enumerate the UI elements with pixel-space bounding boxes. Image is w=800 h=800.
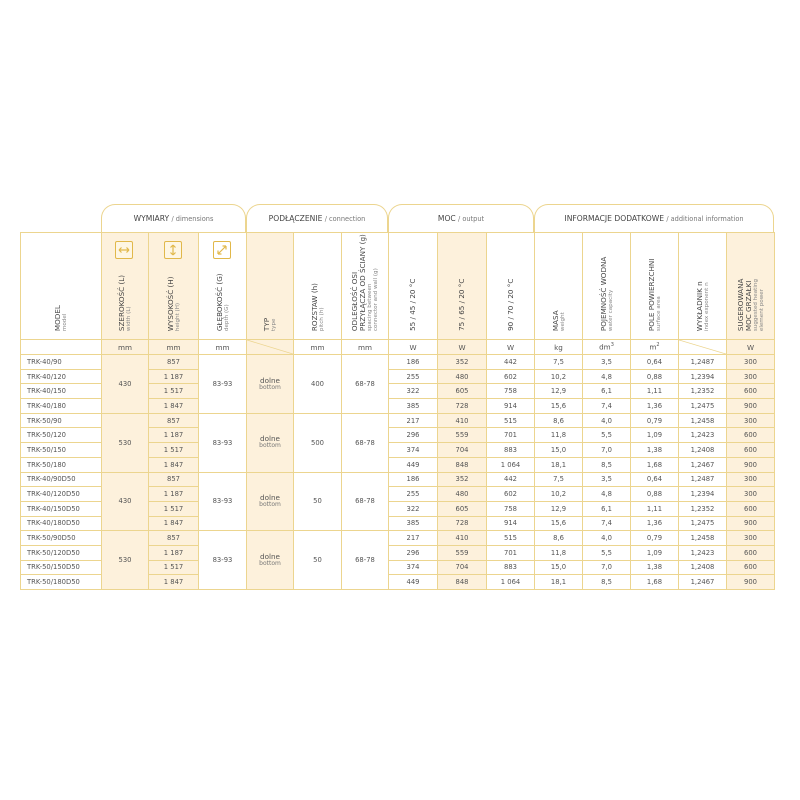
type-en: bottom [259, 383, 281, 391]
exponent-cell: 1,2487 [679, 355, 727, 370]
height-cell: 1 517 [149, 501, 199, 516]
col-header-out90 [487, 233, 535, 340]
col-header-exponent [679, 233, 727, 340]
unit-exponent-diagonal [679, 340, 727, 355]
out90-cell: 914 [487, 516, 535, 531]
col-header-spacing [342, 233, 389, 340]
mass-cell: 12,9 [535, 384, 583, 399]
height-cell: 1 187 [149, 487, 199, 502]
spacing-label-2: PRZYŁĄCZA OD ŚCIANY (g) [357, 234, 367, 331]
out75-cell: 605 [438, 501, 487, 516]
heater-cell: 600 [727, 384, 775, 399]
group-output-pl: MOC [437, 214, 456, 223]
pitch-label: ROZSTAW (h) [309, 282, 319, 331]
unit-mass: kg [535, 340, 583, 355]
out90-cell: 515 [487, 413, 535, 428]
height-cell: 1 847 [149, 457, 199, 472]
unit-heater: W [727, 340, 775, 355]
out90-cell: 758 [487, 501, 535, 516]
surface-cell: 0,88 [631, 487, 679, 502]
out55-cell: 322 [389, 384, 438, 399]
spacing-cell: 68-78 [342, 472, 389, 531]
exponent-cell: 1,2487 [679, 472, 727, 487]
table-row [21, 413, 775, 428]
model-cell: TRK-50/150D50 [21, 560, 102, 575]
out75-label: 75 / 65 / 20 °C [457, 278, 467, 331]
group-additional-pl: INFORMACJE DODATKOWE [564, 214, 665, 223]
heater-cell: 600 [727, 560, 775, 575]
col-header-out75 [438, 233, 487, 340]
height-cell: 857 [149, 472, 199, 487]
mass-cell: 11,8 [535, 545, 583, 560]
col-header-width [102, 233, 149, 340]
surface-cell: 1,38 [631, 560, 679, 575]
mass-cell: 7,5 [535, 355, 583, 370]
pitch-label-en: pitch (h) [318, 307, 325, 331]
width-cell: 530 [102, 531, 149, 590]
out55-cell: 186 [389, 355, 438, 370]
width-cell: 430 [102, 472, 149, 531]
out55-cell: 385 [389, 399, 438, 414]
out55-cell: 322 [389, 501, 438, 516]
heater-cell: 900 [727, 399, 775, 414]
width-label-en: width (L) [125, 306, 132, 331]
model-cell: TRK-50/180D50 [21, 575, 102, 590]
capacity-cell: 3,5 [583, 472, 631, 487]
mass-cell: 18,1 [535, 457, 583, 472]
depth-label-en: depth (G) [223, 304, 230, 331]
exponent-cell: 1,2408 [679, 443, 727, 458]
type-en: bottom [259, 559, 281, 567]
surface-cell: 0,88 [631, 369, 679, 384]
out55-cell: 385 [389, 516, 438, 531]
height-cell: 857 [149, 531, 199, 546]
out75-cell: 410 [438, 413, 487, 428]
spacing-cell: 68-78 [342, 531, 389, 590]
unit-width: mm [102, 340, 149, 355]
surface-cell: 0,64 [631, 355, 679, 370]
model-cell: TRK-40/180 [21, 399, 102, 414]
surface-label-en: surface area [655, 296, 662, 331]
heater-cell: 300 [727, 369, 775, 384]
mass-cell: 8,6 [535, 413, 583, 428]
heater-cell: 300 [727, 413, 775, 428]
unit-capacity-sup: 3 [610, 342, 614, 349]
mass-cell: 18,1 [535, 575, 583, 590]
out55-cell: 296 [389, 545, 438, 560]
model-cell: TRK-50/120D50 [21, 545, 102, 560]
unit-height: mm [149, 340, 199, 355]
heater-cell: 600 [727, 501, 775, 516]
out90-cell: 883 [487, 443, 535, 458]
out55-cell: 217 [389, 413, 438, 428]
height-cell: 1 517 [149, 560, 199, 575]
capacity-cell: 8,5 [583, 575, 631, 590]
out55-cell: 449 [389, 575, 438, 590]
out75-cell: 704 [438, 560, 487, 575]
heater-cell: 900 [727, 457, 775, 472]
out75-cell: 352 [438, 472, 487, 487]
out90-cell: 602 [487, 487, 535, 502]
capacity-cell: 7,4 [583, 516, 631, 531]
type-en: bottom [259, 442, 281, 450]
spacing-cell: 68-78 [342, 413, 389, 472]
height-cell: 857 [149, 355, 199, 370]
exponent-label-en: index exponent n [703, 282, 710, 331]
out75-cell: 559 [438, 545, 487, 560]
mass-cell: 11,8 [535, 428, 583, 443]
type-pl: dolne [260, 493, 280, 503]
capacity-cell: 5,5 [583, 545, 631, 560]
model-cell: TRK-40/180D50 [21, 516, 102, 531]
group-header-connection [246, 204, 388, 232]
type-cell [247, 531, 294, 590]
surface-cell: 1,11 [631, 384, 679, 399]
out75-cell: 848 [438, 457, 487, 472]
col-header-model [21, 233, 102, 340]
surface-cell: 1,09 [631, 545, 679, 560]
unit-out55: W [389, 340, 438, 355]
model-cell: TRK-40/150 [21, 384, 102, 399]
out75-cell: 728 [438, 516, 487, 531]
table-row [21, 531, 775, 546]
surface-cell: 0,79 [631, 531, 679, 546]
exponent-cell: 1,2423 [679, 428, 727, 443]
surface-label: POLE POWIERZCHNI [646, 258, 656, 331]
height-cell: 1 847 [149, 575, 199, 590]
group-dimensions-en: / dimensions [171, 214, 214, 223]
surface-cell: 1,68 [631, 457, 679, 472]
exponent-label: WYKŁADNIK n [694, 281, 704, 331]
heater-cell: 300 [727, 531, 775, 546]
out55-cell: 186 [389, 472, 438, 487]
heater-label-en-1: suggested heating [752, 278, 759, 331]
out90-cell: 515 [487, 531, 535, 546]
out55-label: 55 / 45 / 20 °C [408, 278, 418, 331]
unit-out90: W [487, 340, 535, 355]
out55-cell: 374 [389, 443, 438, 458]
surface-cell: 1,36 [631, 516, 679, 531]
spacing-label-en-2: connector and wall (g) [372, 268, 379, 331]
capacity-cell: 7,4 [583, 399, 631, 414]
width-cell: 430 [102, 355, 149, 414]
surface-cell: 1,09 [631, 428, 679, 443]
exponent-cell: 1,2467 [679, 575, 727, 590]
out75-cell: 480 [438, 487, 487, 502]
exponent-cell: 1,2475 [679, 516, 727, 531]
capacity-cell: 7,0 [583, 560, 631, 575]
height-cell: 1 187 [149, 545, 199, 560]
table-row [21, 472, 775, 487]
mass-label: MASA [550, 310, 560, 331]
width-cell: 530 [102, 413, 149, 472]
exponent-cell: 1,2394 [679, 487, 727, 502]
model-cell: TRK-50/90 [21, 413, 102, 428]
col-header-capacity [583, 233, 631, 340]
height-cell: 1 187 [149, 369, 199, 384]
type-cell [247, 472, 294, 531]
out55-cell: 449 [389, 457, 438, 472]
exponent-cell: 1,2394 [679, 369, 727, 384]
capacity-cell: 8,5 [583, 457, 631, 472]
type-cell [247, 355, 294, 414]
exponent-cell: 1,2475 [679, 399, 727, 414]
height-cell: 1 847 [149, 399, 199, 414]
pitch-cell: 400 [294, 355, 342, 414]
heater-cell: 300 [727, 487, 775, 502]
group-header-additional [534, 204, 774, 232]
depth-label: GŁĘBOKOŚĆ (G) [214, 273, 224, 331]
out75-cell: 352 [438, 355, 487, 370]
group-additional-en: / additional information [666, 214, 744, 223]
out55-cell: 296 [389, 428, 438, 443]
height-cell: 1 847 [149, 516, 199, 531]
out90-cell: 442 [487, 355, 535, 370]
group-output-en: / output [458, 214, 485, 223]
mass-cell: 7,5 [535, 472, 583, 487]
surface-cell: 1,36 [631, 399, 679, 414]
model-cell: TRK-50/90D50 [21, 531, 102, 546]
capacity-cell: 4,0 [583, 413, 631, 428]
out55-cell: 255 [389, 369, 438, 384]
unit-model [21, 340, 102, 355]
pitch-cell: 500 [294, 413, 342, 472]
col-header-heater [727, 233, 775, 340]
capacity-cell: 4,8 [583, 487, 631, 502]
out90-cell: 883 [487, 560, 535, 575]
capacity-label: POJEMNOŚĆ WODNA [598, 256, 608, 331]
type-label-en: type [270, 318, 277, 331]
type-pl: dolne [260, 551, 280, 561]
group-connection-pl: PODŁĄCZENIE [268, 214, 323, 223]
capacity-cell: 6,1 [583, 384, 631, 399]
height-cell: 857 [149, 413, 199, 428]
heater-label-en-2: element power [758, 288, 765, 331]
heater-cell: 900 [727, 575, 775, 590]
pitch-cell: 50 [294, 472, 342, 531]
exponent-cell: 1,2408 [679, 560, 727, 575]
height-cell: 1 517 [149, 384, 199, 399]
model-cell: TRK-40/120D50 [21, 487, 102, 502]
exponent-cell: 1,2458 [679, 531, 727, 546]
model-cell: TRK-50/150 [21, 443, 102, 458]
table-row [21, 355, 775, 370]
pitch-cell: 50 [294, 531, 342, 590]
spec-table [20, 232, 775, 590]
vertical-arrows-icon [164, 241, 182, 259]
mass-cell: 10,2 [535, 487, 583, 502]
heater-cell: 600 [727, 545, 775, 560]
out55-cell: 217 [389, 531, 438, 546]
unit-out75: W [438, 340, 487, 355]
mass-cell: 10,2 [535, 369, 583, 384]
type-en: bottom [259, 501, 281, 509]
depth-cell: 83-93 [199, 413, 247, 472]
out75-cell: 704 [438, 443, 487, 458]
capacity-cell: 5,5 [583, 428, 631, 443]
out90-cell: 914 [487, 399, 535, 414]
type-pl: dolne [260, 375, 280, 385]
out75-cell: 559 [438, 428, 487, 443]
model-cell: TRK-50/120 [21, 428, 102, 443]
col-header-depth [199, 233, 247, 340]
model-cell: TRK-40/150D50 [21, 501, 102, 516]
mass-label-en: weight [559, 312, 566, 331]
exponent-cell: 1,2458 [679, 413, 727, 428]
unit-capacity-base: dm [599, 342, 611, 352]
group-header-output [388, 204, 534, 232]
out90-cell: 758 [487, 384, 535, 399]
model-label: MODEL [52, 305, 62, 331]
group-connection-en: / connection [324, 214, 366, 223]
unit-depth: mm [199, 340, 247, 355]
col-header-out55 [389, 233, 438, 340]
mass-cell: 12,9 [535, 501, 583, 516]
group-header-dimensions [101, 204, 246, 232]
heater-cell: 600 [727, 443, 775, 458]
depth-cell: 83-93 [199, 531, 247, 590]
unit-spacing: mm [342, 340, 389, 355]
model-label-en: model [61, 313, 68, 331]
heater-cell: 300 [727, 472, 775, 487]
width-label: SZEROKOŚĆ (L) [116, 274, 126, 331]
spacing-label-1: ODLEGŁOŚĆ OSI [349, 271, 359, 331]
capacity-cell: 3,5 [583, 355, 631, 370]
height-cell: 1 187 [149, 428, 199, 443]
horizontal-arrows-icon [115, 241, 133, 259]
out90-cell: 701 [487, 545, 535, 560]
exponent-cell: 1,2423 [679, 545, 727, 560]
heater-cell: 600 [727, 428, 775, 443]
out90-label: 90 / 70 / 20 °C [505, 278, 515, 331]
col-header-pitch [294, 233, 342, 340]
type-pl: dolne [260, 434, 280, 444]
out90-cell: 1 064 [487, 575, 535, 590]
unit-pitch: mm [294, 340, 342, 355]
type-cell [247, 413, 294, 472]
model-cell: TRK-40/120 [21, 369, 102, 384]
model-cell: TRK-50/180 [21, 457, 102, 472]
mass-cell: 15,0 [535, 443, 583, 458]
surface-cell: 1,38 [631, 443, 679, 458]
out90-cell: 1 064 [487, 457, 535, 472]
capacity-cell: 4,8 [583, 369, 631, 384]
unit-capacity [583, 340, 631, 355]
heater-cell: 300 [727, 355, 775, 370]
mass-cell: 15,6 [535, 516, 583, 531]
surface-cell: 0,64 [631, 472, 679, 487]
model-cell: TRK-40/90 [21, 355, 102, 370]
capacity-cell: 7,0 [583, 443, 631, 458]
surface-cell: 1,11 [631, 501, 679, 516]
heater-label-2: MOC GRZAŁKI [743, 280, 753, 331]
out90-cell: 701 [487, 428, 535, 443]
col-header-height [149, 233, 199, 340]
out90-cell: 602 [487, 369, 535, 384]
group-dimensions-pl: WYMIARY [133, 214, 170, 223]
unit-type-diagonal [247, 340, 294, 355]
header-row [21, 233, 775, 340]
unit-row [21, 340, 775, 355]
type-label: TYP [261, 317, 271, 331]
depth-cell: 83-93 [199, 355, 247, 414]
exponent-cell: 1,2352 [679, 384, 727, 399]
col-header-surface [631, 233, 679, 340]
out90-cell: 442 [487, 472, 535, 487]
unit-surface-base: m [649, 342, 657, 352]
col-header-type [247, 233, 294, 340]
height-label: WYSOKOŚĆ (H) [165, 276, 175, 331]
exponent-cell: 1,2467 [679, 457, 727, 472]
out75-cell: 410 [438, 531, 487, 546]
spacing-cell: 68-78 [342, 355, 389, 414]
spacing-label-en-1: spacing between [366, 283, 373, 331]
mass-cell: 8,6 [535, 531, 583, 546]
out75-cell: 848 [438, 575, 487, 590]
model-cell: TRK-40/90D50 [21, 472, 102, 487]
surface-cell: 0,79 [631, 413, 679, 428]
exponent-cell: 1,2352 [679, 501, 727, 516]
height-cell: 1 517 [149, 443, 199, 458]
mass-cell: 15,6 [535, 399, 583, 414]
out75-cell: 605 [438, 384, 487, 399]
out75-cell: 480 [438, 369, 487, 384]
unit-surface [631, 340, 679, 355]
heater-label-1: SUGEROWANA [735, 278, 745, 331]
out75-cell: 728 [438, 399, 487, 414]
capacity-label-en: water capacity [607, 289, 614, 331]
depth-cell: 83-93 [199, 472, 247, 531]
capacity-cell: 4,0 [583, 531, 631, 546]
out55-cell: 374 [389, 560, 438, 575]
capacity-cell: 6,1 [583, 501, 631, 516]
height-label-en: height (H) [174, 302, 181, 331]
mass-cell: 15,0 [535, 560, 583, 575]
unit-surface-sup: 2 [656, 342, 660, 349]
diagonal-arrows-icon [213, 241, 231, 259]
heater-cell: 900 [727, 516, 775, 531]
out55-cell: 255 [389, 487, 438, 502]
surface-cell: 1,68 [631, 575, 679, 590]
col-header-mass [535, 233, 583, 340]
